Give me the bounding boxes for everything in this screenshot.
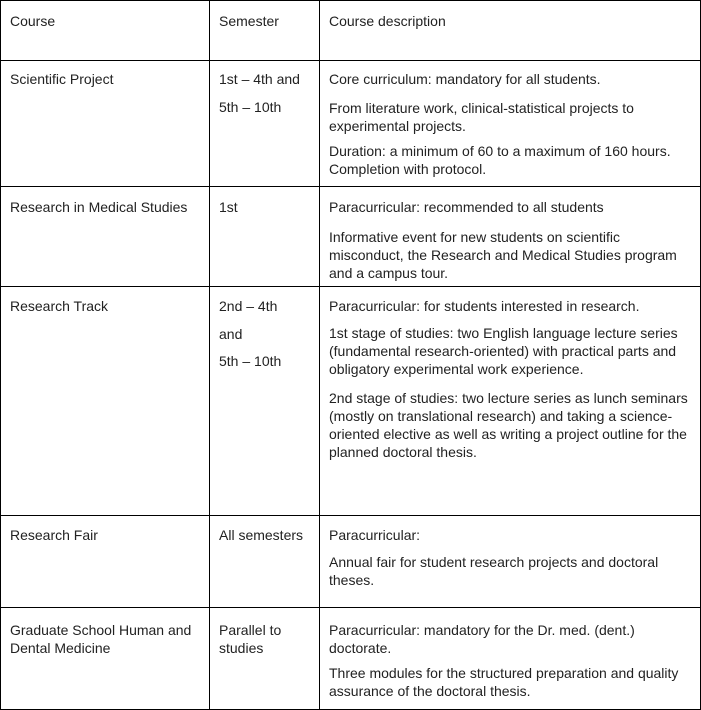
- course-cell: [1, 516, 210, 607]
- course-name: Scientific Project: [10, 71, 114, 87]
- description-paragraph: Duration: a minimum of 60 to a maximum of 160 hours. Completion with protocol.: [329, 143, 671, 177]
- semester-line: 2nd – 4th: [219, 298, 278, 314]
- semester-line: and: [219, 326, 243, 342]
- semester-cell: [210, 608, 320, 709]
- course-cell: [1, 287, 210, 515]
- semester-line: 1st – 4th and: [219, 71, 300, 87]
- semester-cell: [210, 61, 320, 186]
- description-cell: [320, 61, 700, 186]
- table-row: [1, 287, 700, 516]
- table-row: [1, 61, 700, 187]
- header-semester: Semester: [219, 13, 279, 29]
- description-cell: [320, 287, 700, 515]
- semester-line: All semesters: [219, 527, 304, 543]
- semester-line: 5th – 10th: [219, 353, 282, 369]
- semester-cell: [210, 287, 320, 515]
- course-name: Research in Medical Studies: [10, 199, 188, 215]
- semester-cell: [210, 187, 320, 286]
- description-paragraph: Paracurricular:: [329, 527, 421, 543]
- header-cell-course: [1, 1, 210, 60]
- header-course: Course: [10, 13, 56, 29]
- course-cell: [1, 608, 210, 709]
- description-paragraph: Three modules for the structured preparation and quality assurance of the doctoral thesis.: [329, 665, 679, 699]
- table-header-row: [1, 1, 700, 61]
- description-paragraph: Informative event for new students on scientific misconduct, the Research and Medical Studies program and a campus tour.: [329, 229, 677, 281]
- description-cell: [320, 608, 700, 709]
- description-paragraph: Annual fair for student research projects and doctoral theses.: [329, 554, 659, 588]
- semester-line: 1st: [219, 199, 238, 215]
- description-paragraph: Paracurricular: mandatory for the Dr. med. (dent.) doctorate.: [329, 622, 635, 656]
- header-cell-semester: [210, 1, 320, 60]
- description-paragraph: Core curriculum: mandatory for all students.: [329, 71, 601, 87]
- description-cell: [320, 516, 700, 607]
- description-paragraph: 2nd stage of studies: two lecture series as lunch seminars (mostly on translational research) and taking a science-oriented elective as well as writing a project outline for the planned doctoral thesis.: [329, 390, 688, 460]
- table-row: [1, 516, 700, 608]
- course-cell: [1, 61, 210, 186]
- semester-cell: [210, 516, 320, 607]
- table-row: [1, 187, 700, 287]
- semester-line: 5th – 10th: [219, 99, 282, 115]
- table-row: [1, 608, 700, 709]
- description-paragraph: Paracurricular: for students interested in research.: [329, 298, 640, 314]
- description-cell: [320, 187, 700, 286]
- description-paragraph: From literature work, clinical-statistical projects to experimental projects.: [329, 100, 634, 134]
- header-cell-description: [320, 1, 700, 60]
- course-cell: [1, 187, 210, 286]
- header-description: Course description: [329, 13, 446, 29]
- description-paragraph: Paracurricular: recommended to all students: [329, 199, 604, 215]
- course-name: Graduate School Human and Dental Medicine: [10, 622, 192, 656]
- course-name: Research Fair: [10, 527, 98, 543]
- course-name: Research Track: [10, 298, 109, 314]
- description-paragraph: 1st stage of studies: two English language lecture series (fundamental research-oriented) with practical parts and obligatory experimental work experience.: [329, 325, 678, 377]
- semester-line: Parallel to studies: [219, 622, 282, 656]
